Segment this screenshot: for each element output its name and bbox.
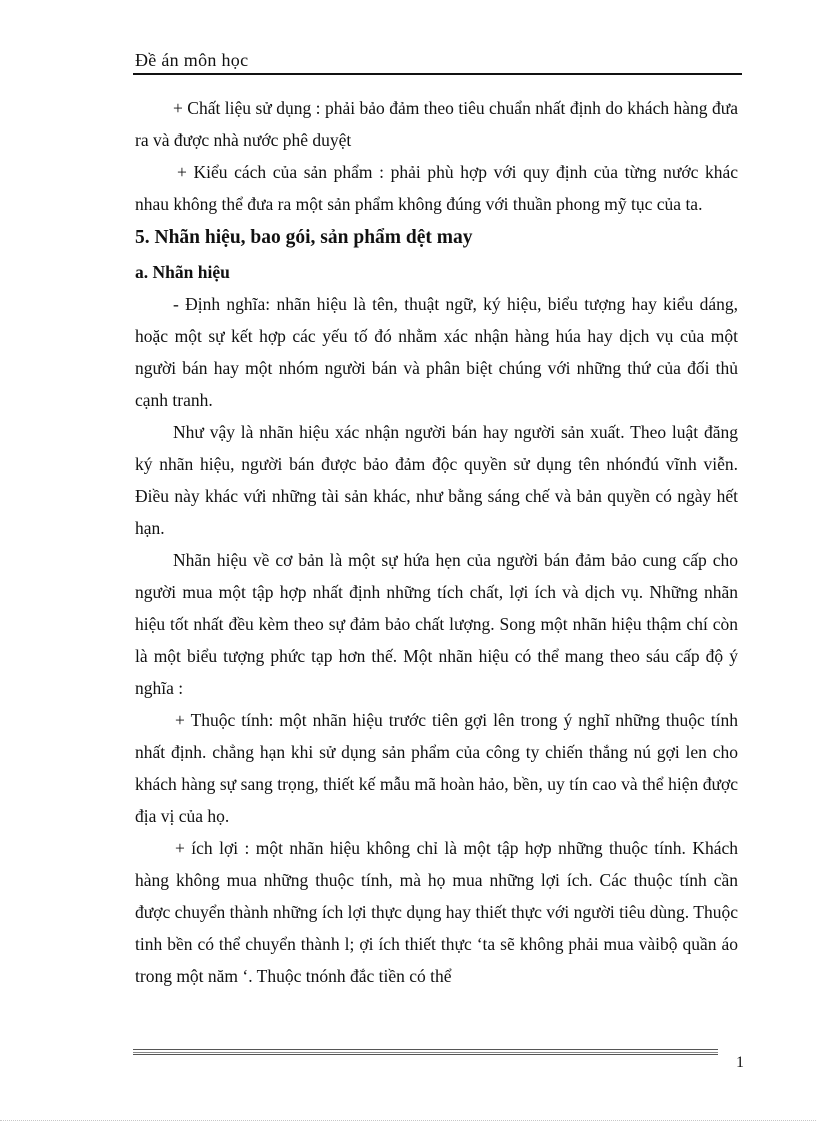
document-body <box>135 92 738 992</box>
page-bottom-edge <box>0 1120 816 1121</box>
paragraph-attributes: + Thuộc tính: một nhãn hiệu trước tiên gợi lên trong ý nghĩ những thuộc tính nhất định. chẳng hạn khi sử dụng sản phẩm của công ty chiến thắng nú gợi len cho khách hàng sự sang trọng, thiết kế mẫu mã hoàn hảo, bền, uy tín cao và thể hiện được địa vị của họ. <box>135 710 738 826</box>
paragraph-trademark-law: Như vậy là nhãn hiệu xác nhận người bán hay người sản xuất. Theo luật đăng ký nhãn hiệu, người bán được bảo đảm độc quyền sử dụng tên nhónđú vĩnh viễn. Điều này khác vứi những tài sản khác, như bằng sáng chế và bản quyền có ngày hết hạn. <box>135 422 738 538</box>
document-header-title: Đề án môn học <box>135 50 249 70</box>
section-heading: 5. Nhãn hiệu, bao gói, sản phẩm dệt may <box>135 227 473 248</box>
paragraph-benefits: + ích lợi : một nhãn hiệu không chỉ là một tập hợp những thuộc tính. Khách hàng không mua những thuộc tính, mà họ mua những lợi ích. Các thuộc tính cần được chuyển thành những ích lợi thực dụng hay thiết thực với người tiêu dùng. Thuộc tinh bền có thể chuyển thành l; ợi ích thiết thực ‘ta sẽ không phải mua vàibộ quần áo trong một năm ‘. Thuộc tnónh đắc tiền có thể <box>135 838 738 986</box>
paragraph-brand-promise: Nhãn hiệu về cơ bản là một sự hứa hẹn của người bán đảm bảo cung cấp cho người mua một tập hợp nhất định những tích chất, lợi ích và dịch vụ. Những nhãn hiệu tốt nhất đều kèm theo sự đảm bảo chất lượng. Song một nhãn hiệu thậm chí còn là một biểu tượng phức tạp hơn thế. Một nhãn hiệu có thể mang theo sáu cấp độ ý nghĩa : <box>135 550 738 698</box>
footer-divider-inner-line <box>133 1052 718 1053</box>
paragraph-definition: - Định nghĩa: nhãn hiệu là tên, thuật ngữ, ký hiệu, biểu tượng hay kiểu dáng, hoặc một sự kết hợp các yếu tố đó nhằm xác nhận hàng húa hay dịch vụ của một người bán hay một nhóm người bán và phân biệt chúng với những thứ của đối thủ cạnh tranh. <box>135 294 738 410</box>
paragraph-material: + Chất liệu sử dụng : phải bảo đảm theo tiêu chuẩn nhất định do khách hàng đưa ra và được nhà nước phê duyệt <box>135 98 738 150</box>
subsection-heading: a. Nhãn hiệu <box>135 262 230 282</box>
header-divider <box>133 73 742 75</box>
page-number: 1 <box>736 1054 744 1071</box>
paragraph-style: + Kiểu cách của sản phẩm : phải phù hợp với quy định của từng nước khác nhau không thể đưa ra một sản phẩm không đúng với thuần phong mỹ tục của ta. <box>135 162 738 214</box>
